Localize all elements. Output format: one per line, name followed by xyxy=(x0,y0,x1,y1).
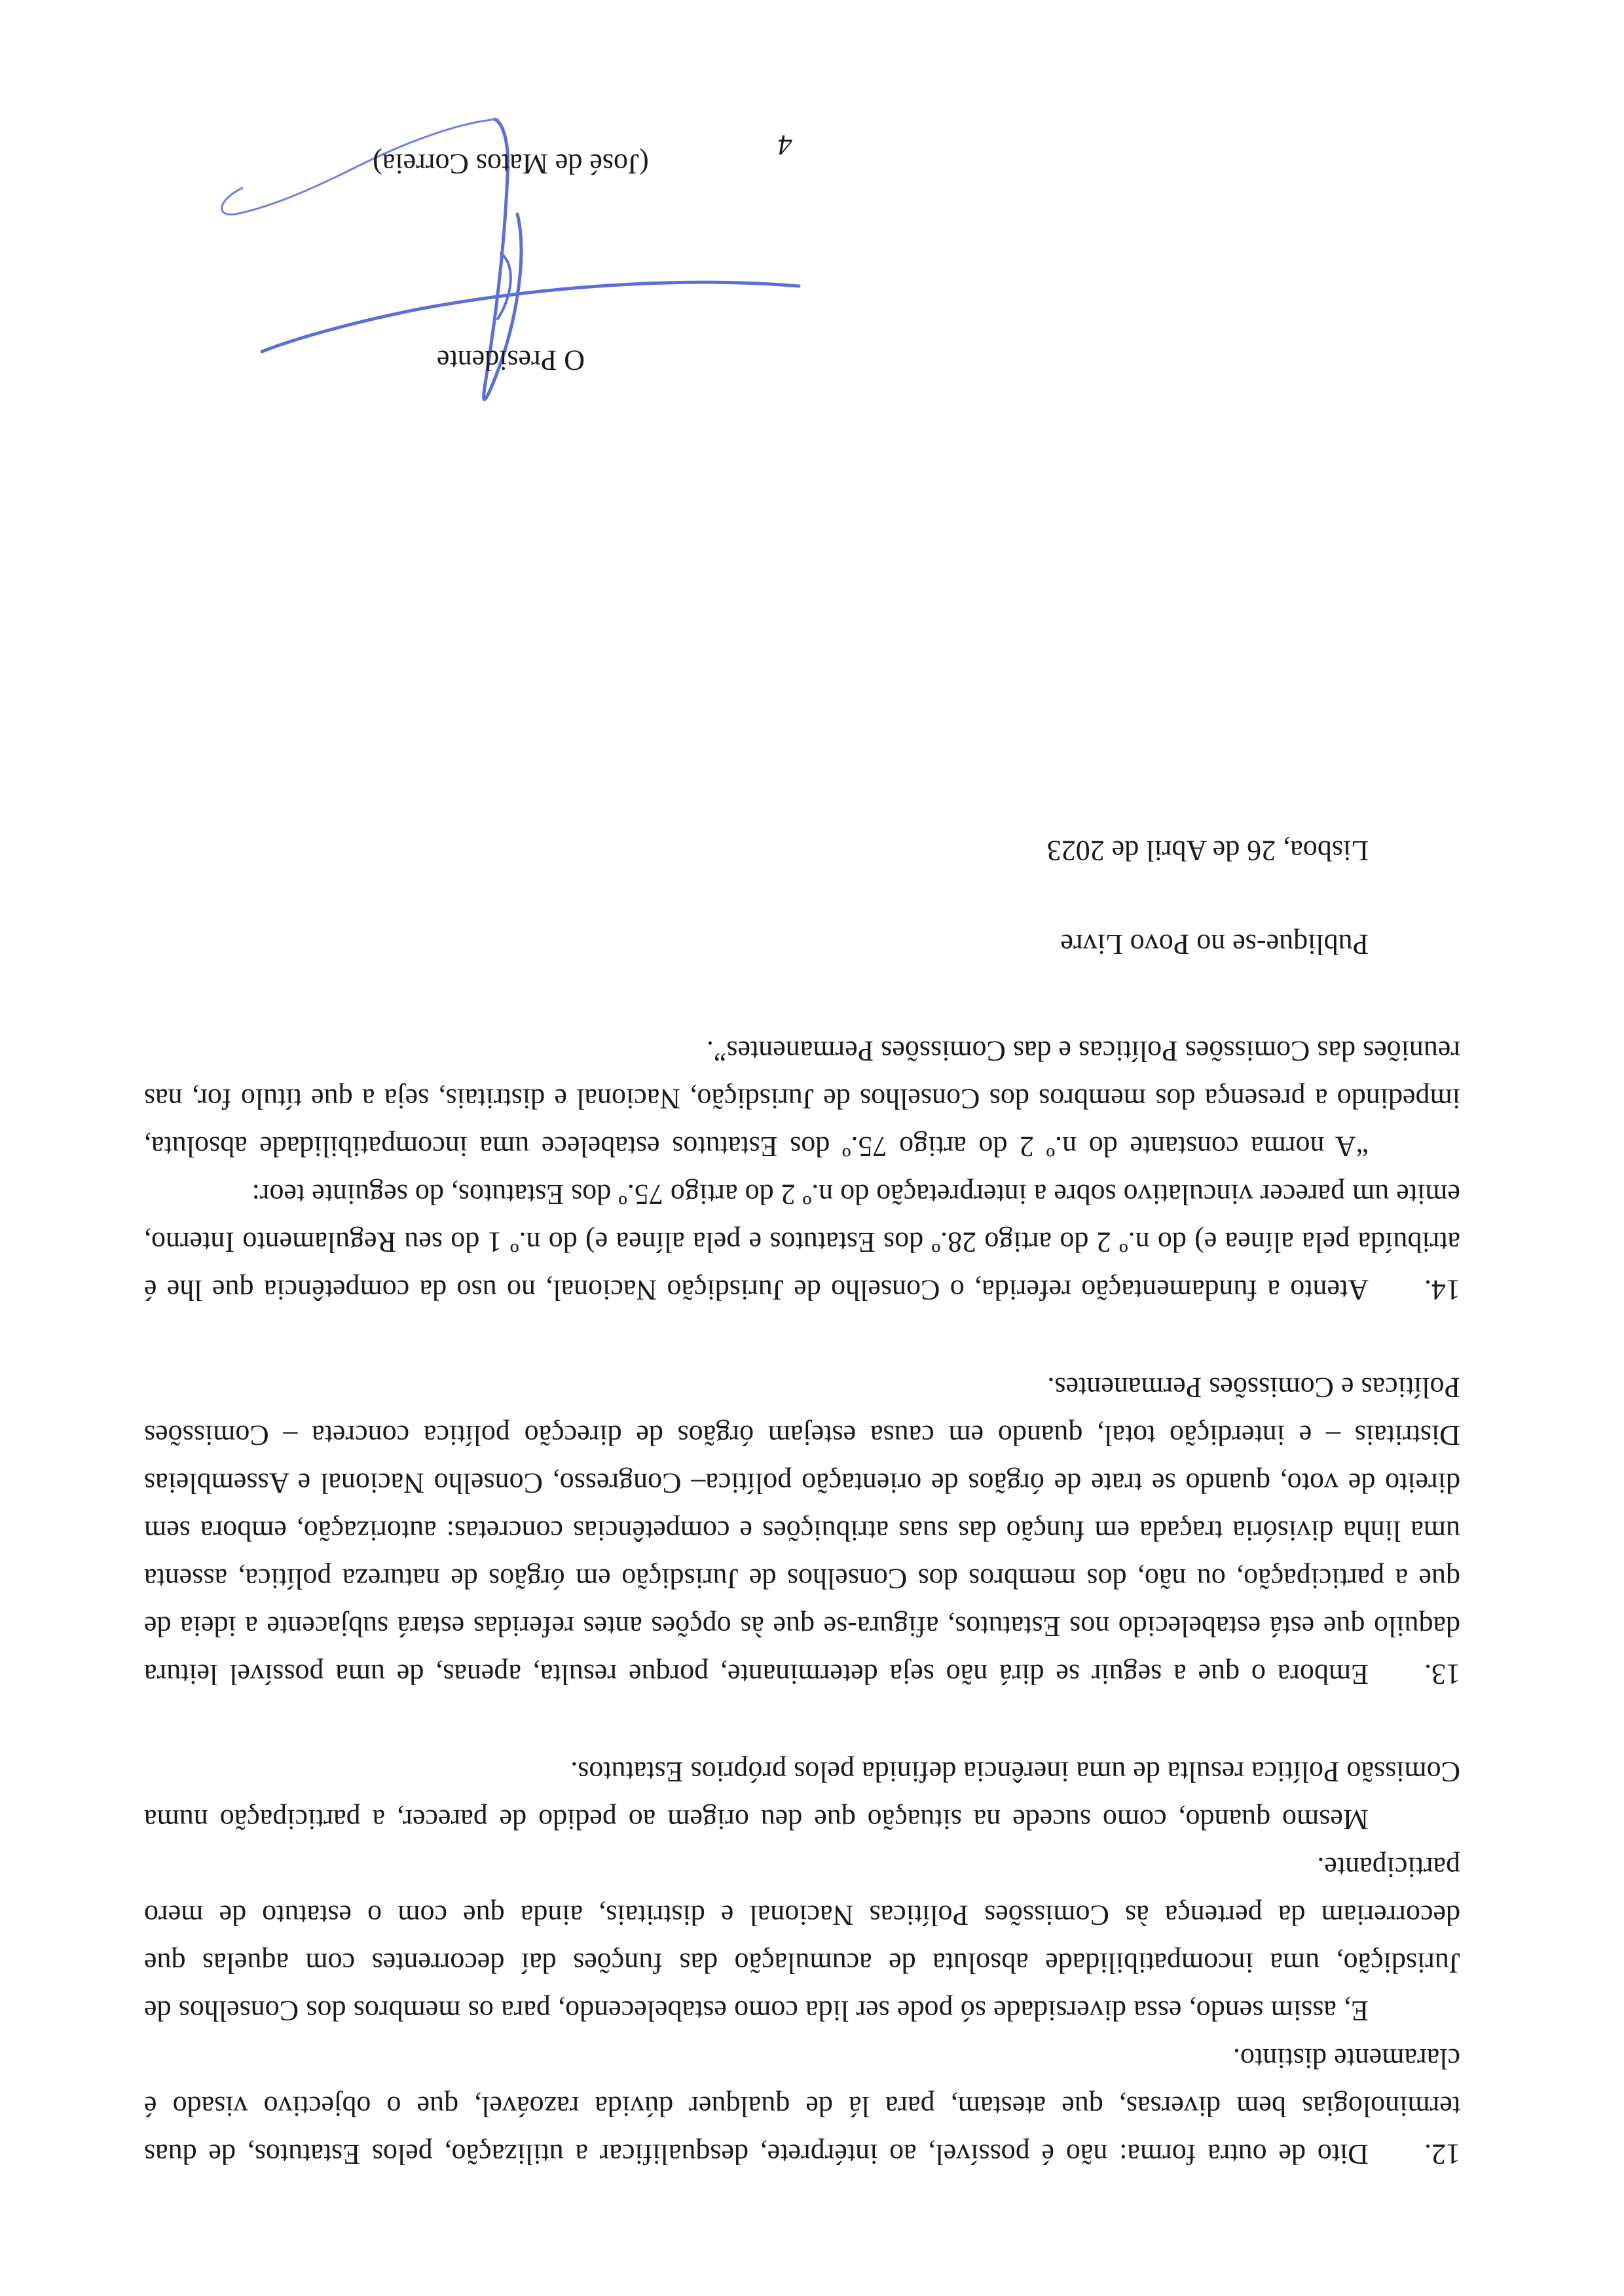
paragraph-12-inerencia: Mesmo quando, como sucede na situação que deu origem ao pedido de parecer, a participação numa Comissão Política resulta de uma inerência definida pelos próprios Estatutos. xyxy=(144,1756,1460,1836)
paragraph-13 xyxy=(144,1364,1460,1698)
paragraph-text: Atento a fundamentação referida, o Conselho de Jurisdição Nacional, no uso da competência que lhe é atribuída pela alínea e) do n.º 2 do artigo 28.º dos Estatutos e pela alínea e) do n.º 1 do seu Regulamento Interno, emite um parecer vinculativo sobre a interpretação do n.º 2 do artigo 75.º dos Estatutos, do seguinte teor: xyxy=(144,1178,1460,1306)
paragraph-text: Embora o que a seguir se dirá não seja determinante, porque resulta, apenas, de uma possível leitura daquilo que está estabelecido nos Estatutos, afigura-se que às opções antes referidas estará subjacente a ideia de que a participação, ou não, dos membros dos Conselhos de Jurisdição em órgãos de natureza política, assenta uma linha divisória traçada em função das suas atribuições e competências concretas: autorização, embora sem direito de voto, quando se trate de órgãos de orientação política– Congresso, Conselho Nacional e Assembleias Distritais – e interdição total, quando em causa estejam órgãos de direcção política concreta – Comissões Políticas e Comissões Permanentes. xyxy=(144,1372,1460,1690)
signatory-name: (José de Matos Correia) xyxy=(373,148,649,180)
paragraph-12 xyxy=(144,2035,1460,2178)
paragraph-12-continuation: E, assim sendo, essa diversidade só pode ser lida como estabelecendo, para os membros dos Conselhos de Jurisdição, uma incompatibilidade absoluta de acumulação das funções daí decorrentes com aquelas que decorreriam da pertença às Comissões Políticas Nacional e distritais, ainda que com o estatuto de mero participante. xyxy=(144,1851,1460,2027)
document-body xyxy=(144,827,1460,2178)
paragraph-14 xyxy=(144,1171,1460,1314)
publication-order: Publique-se no Povo Livre xyxy=(1060,928,1369,960)
paragraph-text: Dito de outra forma: não é possível, ao intérprete, desqualificar a utilização, pelos Estatutos, de duas terminologias bem diversas, que atestam, para lá de qualquer dúvida razoável, que o objectivo visado é claramente distinto. xyxy=(144,2043,1460,2170)
paragraph-number: 12. xyxy=(1424,2138,1460,2170)
page-number: 4 xyxy=(778,129,792,161)
binding-opinion-quote: “A norma constante do n.º 2 do artigo 75.º dos Estatutos estabelece uma incompatibilidade absoluta, impedindo a presença dos membros dos Conselhos de Jurisdição, Nacional e distritais, seja a que título for, nas reuniões das Comissões Políticas e das Comissões Permanentes”. xyxy=(144,1035,1460,1163)
paragraph-number: 14. xyxy=(1424,1274,1460,1306)
place-and-date: Lisboa, 26 de Abril de 2023 xyxy=(1046,835,1369,867)
paragraph-number: 13. xyxy=(1424,1658,1460,1690)
signatory-role: O Presidente xyxy=(436,344,585,376)
